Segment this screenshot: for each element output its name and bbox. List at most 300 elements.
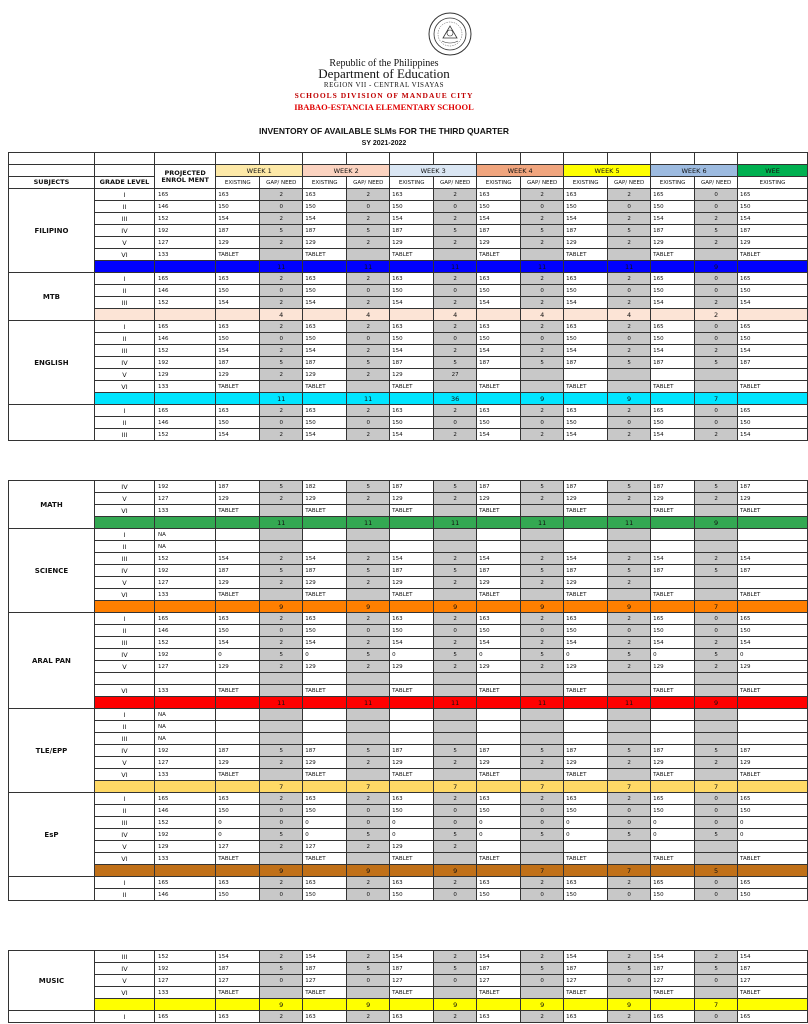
- gap-need-cell: [347, 685, 390, 697]
- gap-need-cell: [260, 987, 303, 999]
- table-row: [9, 829, 808, 841]
- table-row: [9, 769, 808, 781]
- total-blank-cell: [390, 309, 434, 321]
- existing-cell: 154: [738, 345, 808, 357]
- gap-need-cell: 27: [434, 369, 477, 381]
- gap-need-cell: 5: [260, 565, 303, 577]
- existing-cell: 163: [303, 613, 347, 625]
- table-row: [9, 405, 808, 417]
- total-blank-cell: [564, 781, 608, 793]
- gap-need-header: GAP/ NEED: [260, 177, 303, 189]
- gap-need-cell: [434, 529, 477, 541]
- gap-need-cell: 0: [608, 201, 651, 213]
- gap-need-cell: 5: [695, 649, 738, 661]
- gap-need-cell: [608, 541, 651, 553]
- existing-cell: 165: [738, 321, 808, 333]
- table-row: [9, 709, 808, 721]
- gap-need-cell: [260, 505, 303, 517]
- grade-level-cell: II: [94, 541, 154, 553]
- existing-cell: 150: [477, 889, 521, 901]
- existing-cell: 163: [390, 613, 434, 625]
- existing-cell: 150: [390, 417, 434, 429]
- existing-cell: 154: [477, 297, 521, 309]
- projected-enrolment-cell: NA: [155, 733, 216, 745]
- gap-need-cell: [434, 685, 477, 697]
- gap-need-cell: [608, 249, 651, 261]
- gap-need-cell: 2: [347, 213, 390, 225]
- total-blank-cell: [390, 781, 434, 793]
- gap-need-cell: 2: [260, 493, 303, 505]
- existing-cell: TABLET: [216, 769, 260, 781]
- grade-level-cell: V: [94, 661, 154, 673]
- existing-cell: 129: [738, 493, 808, 505]
- gap-need-cell: 0: [521, 889, 564, 901]
- existing-cell: [651, 577, 695, 589]
- existing-cell: 150: [390, 333, 434, 345]
- existing-cell: 163: [477, 321, 521, 333]
- existing-cell: 163: [303, 877, 347, 889]
- gap-need-cell: [347, 769, 390, 781]
- total-blank-cell: [738, 601, 808, 613]
- table-row: [9, 505, 808, 517]
- existing-cell: 163: [303, 1011, 347, 1023]
- existing-cell: 187: [738, 745, 808, 757]
- projected-enrolment-cell: 133: [155, 505, 216, 517]
- gap-need-cell: 2: [434, 553, 477, 565]
- gap-need-cell: 2: [260, 951, 303, 963]
- gap-need-cell: 2: [347, 577, 390, 589]
- existing-cell: 154: [477, 951, 521, 963]
- gap-need-cell: 0: [695, 405, 738, 417]
- projected-enrolment-cell: 152: [155, 817, 216, 829]
- gap-need-cell: 2: [347, 757, 390, 769]
- gap-need-cell: 0: [695, 321, 738, 333]
- gap-need-cell: [347, 987, 390, 999]
- existing-cell: 163: [216, 321, 260, 333]
- subject-cell: EsP: [9, 793, 95, 877]
- existing-cell: TABLET: [738, 685, 808, 697]
- existing-cell: [738, 673, 808, 685]
- existing-cell: 129: [564, 577, 608, 589]
- existing-cell: TABLET: [651, 853, 695, 865]
- existing-cell: [477, 673, 521, 685]
- slm-inventory-table-page3: [8, 950, 808, 1023]
- projected-enrolment-cell: 127: [155, 661, 216, 673]
- gap-need-cell: 5: [434, 829, 477, 841]
- gap-need-cell: 0: [260, 333, 303, 345]
- gap-need-cell: 2: [260, 429, 303, 441]
- projected-enrolment-cell: 152: [155, 951, 216, 963]
- table-row: [9, 745, 808, 757]
- projected-enrolment-cell: 152: [155, 213, 216, 225]
- gap-need-cell: 5: [434, 481, 477, 493]
- existing-cell: 187: [303, 225, 347, 237]
- existing-cell: 187: [477, 357, 521, 369]
- existing-cell: 154: [303, 429, 347, 441]
- gap-need-cell: 0: [260, 625, 303, 637]
- gap-need-cell: 5: [347, 225, 390, 237]
- department-line: Department of Education: [318, 66, 450, 81]
- gap-need-cell: 2: [260, 297, 303, 309]
- existing-cell: 154: [390, 951, 434, 963]
- table-row: [9, 661, 808, 673]
- gap-need-cell: [521, 987, 564, 999]
- gap-need-cell: 0: [608, 625, 651, 637]
- existing-cell: 150: [477, 333, 521, 345]
- existing-cell: 150: [651, 285, 695, 297]
- total-blank-cell: [94, 601, 154, 613]
- gap-need-cell: [521, 673, 564, 685]
- existing-cell: 150: [477, 625, 521, 637]
- gap-need-cell: 0: [347, 417, 390, 429]
- existing-cell: 154: [738, 553, 808, 565]
- existing-cell: 165: [651, 405, 695, 417]
- existing-cell: 187: [216, 225, 260, 237]
- existing-cell: 0: [651, 817, 695, 829]
- existing-cell: [390, 541, 434, 553]
- gap-need-cell: 2: [695, 661, 738, 673]
- existing-cell: 129: [564, 237, 608, 249]
- gap-need-cell: 2: [695, 213, 738, 225]
- total-blank-cell: [216, 261, 260, 273]
- total-blank-cell: [216, 517, 260, 529]
- gap-need-cell: 0: [347, 805, 390, 817]
- gap-need-cell: 2: [434, 951, 477, 963]
- gap-need-cell: 2: [608, 237, 651, 249]
- gap-need-cell: 2: [608, 577, 651, 589]
- existing-cell: TABLET: [564, 769, 608, 781]
- existing-cell: 163: [477, 793, 521, 805]
- existing-cell: 163: [303, 273, 347, 285]
- existing-cell: 165: [651, 1011, 695, 1023]
- gap-need-cell: 2: [260, 577, 303, 589]
- grade-level-cell: IV: [94, 357, 154, 369]
- document-header: [0, 0, 768, 150]
- total-need-cell: 7: [695, 601, 738, 613]
- projected-enrolment-cell: 146: [155, 285, 216, 297]
- gap-need-cell: 2: [260, 757, 303, 769]
- grade-level-cell: V: [94, 757, 154, 769]
- existing-cell: 154: [477, 213, 521, 225]
- existing-cell: 150: [216, 333, 260, 345]
- school-year: SY 2021-2022: [361, 140, 407, 147]
- existing-cell: 150: [216, 625, 260, 637]
- total-blank-cell: [477, 393, 521, 405]
- existing-cell: 129: [390, 757, 434, 769]
- existing-cell: 154: [738, 951, 808, 963]
- gap-need-cell: [695, 733, 738, 745]
- existing-cell: 154: [738, 429, 808, 441]
- existing-cell: TABLET: [216, 381, 260, 393]
- total-need-cell: 7: [695, 781, 738, 793]
- existing-cell: 154: [738, 213, 808, 225]
- total-blank-cell: [155, 865, 216, 877]
- projected-enrolment-cell: 152: [155, 297, 216, 309]
- republic-line: Republic of the Philippines: [329, 58, 439, 69]
- existing-cell: 0: [303, 817, 347, 829]
- existing-cell: 129: [477, 493, 521, 505]
- projected-enrolment-cell: 146: [155, 417, 216, 429]
- existing-cell: 163: [390, 189, 434, 201]
- existing-cell: 154: [390, 553, 434, 565]
- gap-need-cell: 2: [695, 297, 738, 309]
- total-blank-cell: [216, 781, 260, 793]
- existing-cell: 0: [477, 649, 521, 661]
- gap-need-cell: 5: [608, 565, 651, 577]
- total-need-cell: 9: [347, 601, 390, 613]
- document-title: INVENTORY OF AVAILABLE SLMs FOR THE THIRD QUARTER: [259, 126, 509, 136]
- region-line: REGION VII - CENTRAL VISAYAS: [323, 81, 445, 89]
- gap-need-cell: [521, 841, 564, 853]
- existing-cell: 150: [477, 417, 521, 429]
- existing-cell: 163: [564, 321, 608, 333]
- existing-cell: 150: [303, 417, 347, 429]
- existing-cell: 0: [564, 829, 608, 841]
- total-blank-cell: [651, 601, 695, 613]
- existing-cell: 187: [477, 481, 521, 493]
- gap-need-cell: [521, 369, 564, 381]
- existing-cell: TABLET: [651, 381, 695, 393]
- existing-cell: TABLET: [390, 589, 434, 601]
- gap-need-cell: 0: [521, 805, 564, 817]
- gap-need-cell: [695, 987, 738, 999]
- grade-level-cell: III: [94, 637, 154, 649]
- gap-need-cell: 5: [434, 357, 477, 369]
- gap-need-cell: 2: [260, 613, 303, 625]
- gap-need-cell: 0: [608, 285, 651, 297]
- total-blank-cell: [651, 309, 695, 321]
- gap-need-cell: 2: [521, 661, 564, 673]
- gap-need-cell: [521, 721, 564, 733]
- gap-need-cell: 2: [695, 637, 738, 649]
- existing-cell: 165: [738, 877, 808, 889]
- grade-level-cell: I: [94, 529, 154, 541]
- table-row: [9, 333, 808, 345]
- gap-need-cell: 0: [260, 975, 303, 987]
- gap-need-cell: 2: [347, 637, 390, 649]
- table-row: [9, 613, 808, 625]
- existing-cell: 163: [303, 793, 347, 805]
- existing-cell: [651, 841, 695, 853]
- gap-need-cell: 2: [521, 951, 564, 963]
- existing-cell: TABLET: [564, 987, 608, 999]
- gap-need-cell: 2: [260, 237, 303, 249]
- gap-need-cell: 2: [260, 369, 303, 381]
- grade-level-cell: I: [94, 613, 154, 625]
- existing-cell: [738, 529, 808, 541]
- existing-cell: 163: [390, 321, 434, 333]
- existing-cell: 0: [738, 817, 808, 829]
- existing-cell: 0: [651, 649, 695, 661]
- existing-cell: 187: [390, 481, 434, 493]
- grade-level-cell: II: [94, 285, 154, 297]
- gap-need-cell: 2: [521, 553, 564, 565]
- gap-need-cell: 2: [608, 877, 651, 889]
- existing-cell: 182: [303, 481, 347, 493]
- existing-cell: 154: [738, 297, 808, 309]
- total-need-cell: 9: [608, 999, 651, 1011]
- gap-need-cell: 2: [695, 553, 738, 565]
- existing-cell: 154: [564, 213, 608, 225]
- existing-cell: 154: [564, 553, 608, 565]
- existing-cell: 163: [216, 273, 260, 285]
- gap-need-cell: 0: [521, 817, 564, 829]
- existing-cell: 150: [564, 333, 608, 345]
- existing-header: EXISTING: [738, 177, 808, 189]
- projected-enrolment-cell: NA: [155, 709, 216, 721]
- gap-need-cell: 0: [434, 817, 477, 829]
- total-blank-cell: [303, 517, 347, 529]
- gap-need-cell: [695, 589, 738, 601]
- gap-need-cell: 2: [434, 757, 477, 769]
- total-blank-cell: [477, 697, 521, 709]
- gap-need-cell: 0: [695, 613, 738, 625]
- gap-need-cell: [695, 685, 738, 697]
- gap-need-cell: 2: [608, 613, 651, 625]
- gap-need-cell: [695, 249, 738, 261]
- table-row: [9, 951, 808, 963]
- gap-need-cell: 2: [347, 553, 390, 565]
- gap-need-cell: 2: [260, 189, 303, 201]
- grade-level-cell: IV: [94, 649, 154, 661]
- existing-cell: 129: [651, 493, 695, 505]
- existing-cell: 154: [216, 553, 260, 565]
- existing-cell: 127: [216, 975, 260, 987]
- table-row: [9, 975, 808, 987]
- total-row: [9, 781, 808, 793]
- total-row: [9, 261, 808, 273]
- gap-need-cell: [695, 369, 738, 381]
- gap-need-cell: 5: [347, 357, 390, 369]
- existing-cell: 154: [651, 345, 695, 357]
- gap-need-cell: [521, 505, 564, 517]
- existing-cell: [216, 733, 260, 745]
- gap-need-cell: 2: [347, 793, 390, 805]
- existing-cell: TABLET: [303, 249, 347, 261]
- total-blank-cell: [564, 697, 608, 709]
- projected-enrolment-cell: 133: [155, 685, 216, 697]
- total-blank-cell: [738, 781, 808, 793]
- existing-cell: 154: [390, 637, 434, 649]
- gap-need-cell: 5: [347, 829, 390, 841]
- gap-need-cell: 2: [434, 661, 477, 673]
- gap-need-cell: 0: [608, 805, 651, 817]
- total-need-cell: 11: [347, 517, 390, 529]
- existing-cell: 150: [216, 285, 260, 297]
- total-need-cell: 4: [521, 309, 564, 321]
- gap-need-cell: [347, 505, 390, 517]
- existing-cell: 154: [651, 297, 695, 309]
- gap-need-cell: [434, 769, 477, 781]
- existing-cell: TABLET: [738, 249, 808, 261]
- existing-cell: [564, 529, 608, 541]
- table-row: [9, 381, 808, 393]
- gap-need-cell: 2: [608, 951, 651, 963]
- gap-need-cell: 2: [434, 321, 477, 333]
- existing-cell: TABLET: [216, 505, 260, 517]
- existing-cell: [564, 841, 608, 853]
- total-need-cell: 9: [695, 261, 738, 273]
- existing-cell: 127: [564, 975, 608, 987]
- existing-cell: TABLET: [390, 853, 434, 865]
- total-blank-cell: [564, 309, 608, 321]
- existing-cell: 0: [303, 649, 347, 661]
- grade-level-cell: III: [94, 951, 154, 963]
- gap-need-cell: 2: [260, 345, 303, 357]
- existing-cell: 154: [303, 213, 347, 225]
- existing-cell: 187: [303, 565, 347, 577]
- grade-level-cell: II: [94, 721, 154, 733]
- existing-cell: 150: [303, 625, 347, 637]
- gap-need-cell: 2: [347, 405, 390, 417]
- table-row: [9, 285, 808, 297]
- existing-cell: 129: [564, 757, 608, 769]
- existing-cell: 163: [390, 273, 434, 285]
- gap-need-cell: 2: [347, 661, 390, 673]
- gap-need-cell: 2: [521, 877, 564, 889]
- existing-cell: 0: [303, 829, 347, 841]
- gap-need-cell: [695, 529, 738, 541]
- gap-need-cell: 0: [695, 817, 738, 829]
- gap-need-cell: [347, 529, 390, 541]
- total-need-cell: 9: [521, 999, 564, 1011]
- existing-cell: 163: [390, 877, 434, 889]
- existing-cell: 163: [564, 613, 608, 625]
- grade-level-cell: V: [94, 841, 154, 853]
- existing-cell: 165: [738, 405, 808, 417]
- table-row: [9, 721, 808, 733]
- existing-cell: 129: [651, 757, 695, 769]
- total-need-cell: 7: [260, 781, 303, 793]
- existing-cell: 129: [216, 757, 260, 769]
- gap-need-cell: 2: [521, 637, 564, 649]
- grade-level-cell: I: [94, 793, 154, 805]
- total-blank-cell: [564, 393, 608, 405]
- total-blank-cell: [738, 999, 808, 1011]
- existing-cell: 187: [303, 745, 347, 757]
- existing-cell: 150: [738, 805, 808, 817]
- table-row: [9, 733, 808, 745]
- existing-cell: 154: [564, 429, 608, 441]
- subject-cell: MTB: [9, 273, 95, 321]
- existing-cell: 129: [477, 757, 521, 769]
- existing-cell: [390, 529, 434, 541]
- total-need-cell: 7: [608, 865, 651, 877]
- projected-enrolment-cell: 127: [155, 237, 216, 249]
- gap-need-cell: 5: [521, 357, 564, 369]
- existing-cell: 150: [651, 201, 695, 213]
- gap-need-cell: [695, 577, 738, 589]
- gap-need-header: GAP/ NEED: [347, 177, 390, 189]
- existing-cell: TABLET: [477, 381, 521, 393]
- gap-need-cell: 2: [260, 553, 303, 565]
- existing-cell: TABLET: [390, 505, 434, 517]
- gap-need-cell: 0: [695, 273, 738, 285]
- existing-cell: 165: [738, 613, 808, 625]
- gap-need-cell: [260, 673, 303, 685]
- total-blank-cell: [216, 697, 260, 709]
- gap-need-cell: 2: [434, 1011, 477, 1023]
- gap-need-cell: 2: [521, 189, 564, 201]
- table-row: [9, 889, 808, 901]
- gap-need-cell: 0: [347, 889, 390, 901]
- total-blank-cell: [155, 261, 216, 273]
- gap-need-cell: 2: [260, 841, 303, 853]
- existing-cell: [651, 673, 695, 685]
- gap-need-cell: 5: [260, 649, 303, 661]
- existing-cell: 187: [651, 565, 695, 577]
- existing-cell: [651, 369, 695, 381]
